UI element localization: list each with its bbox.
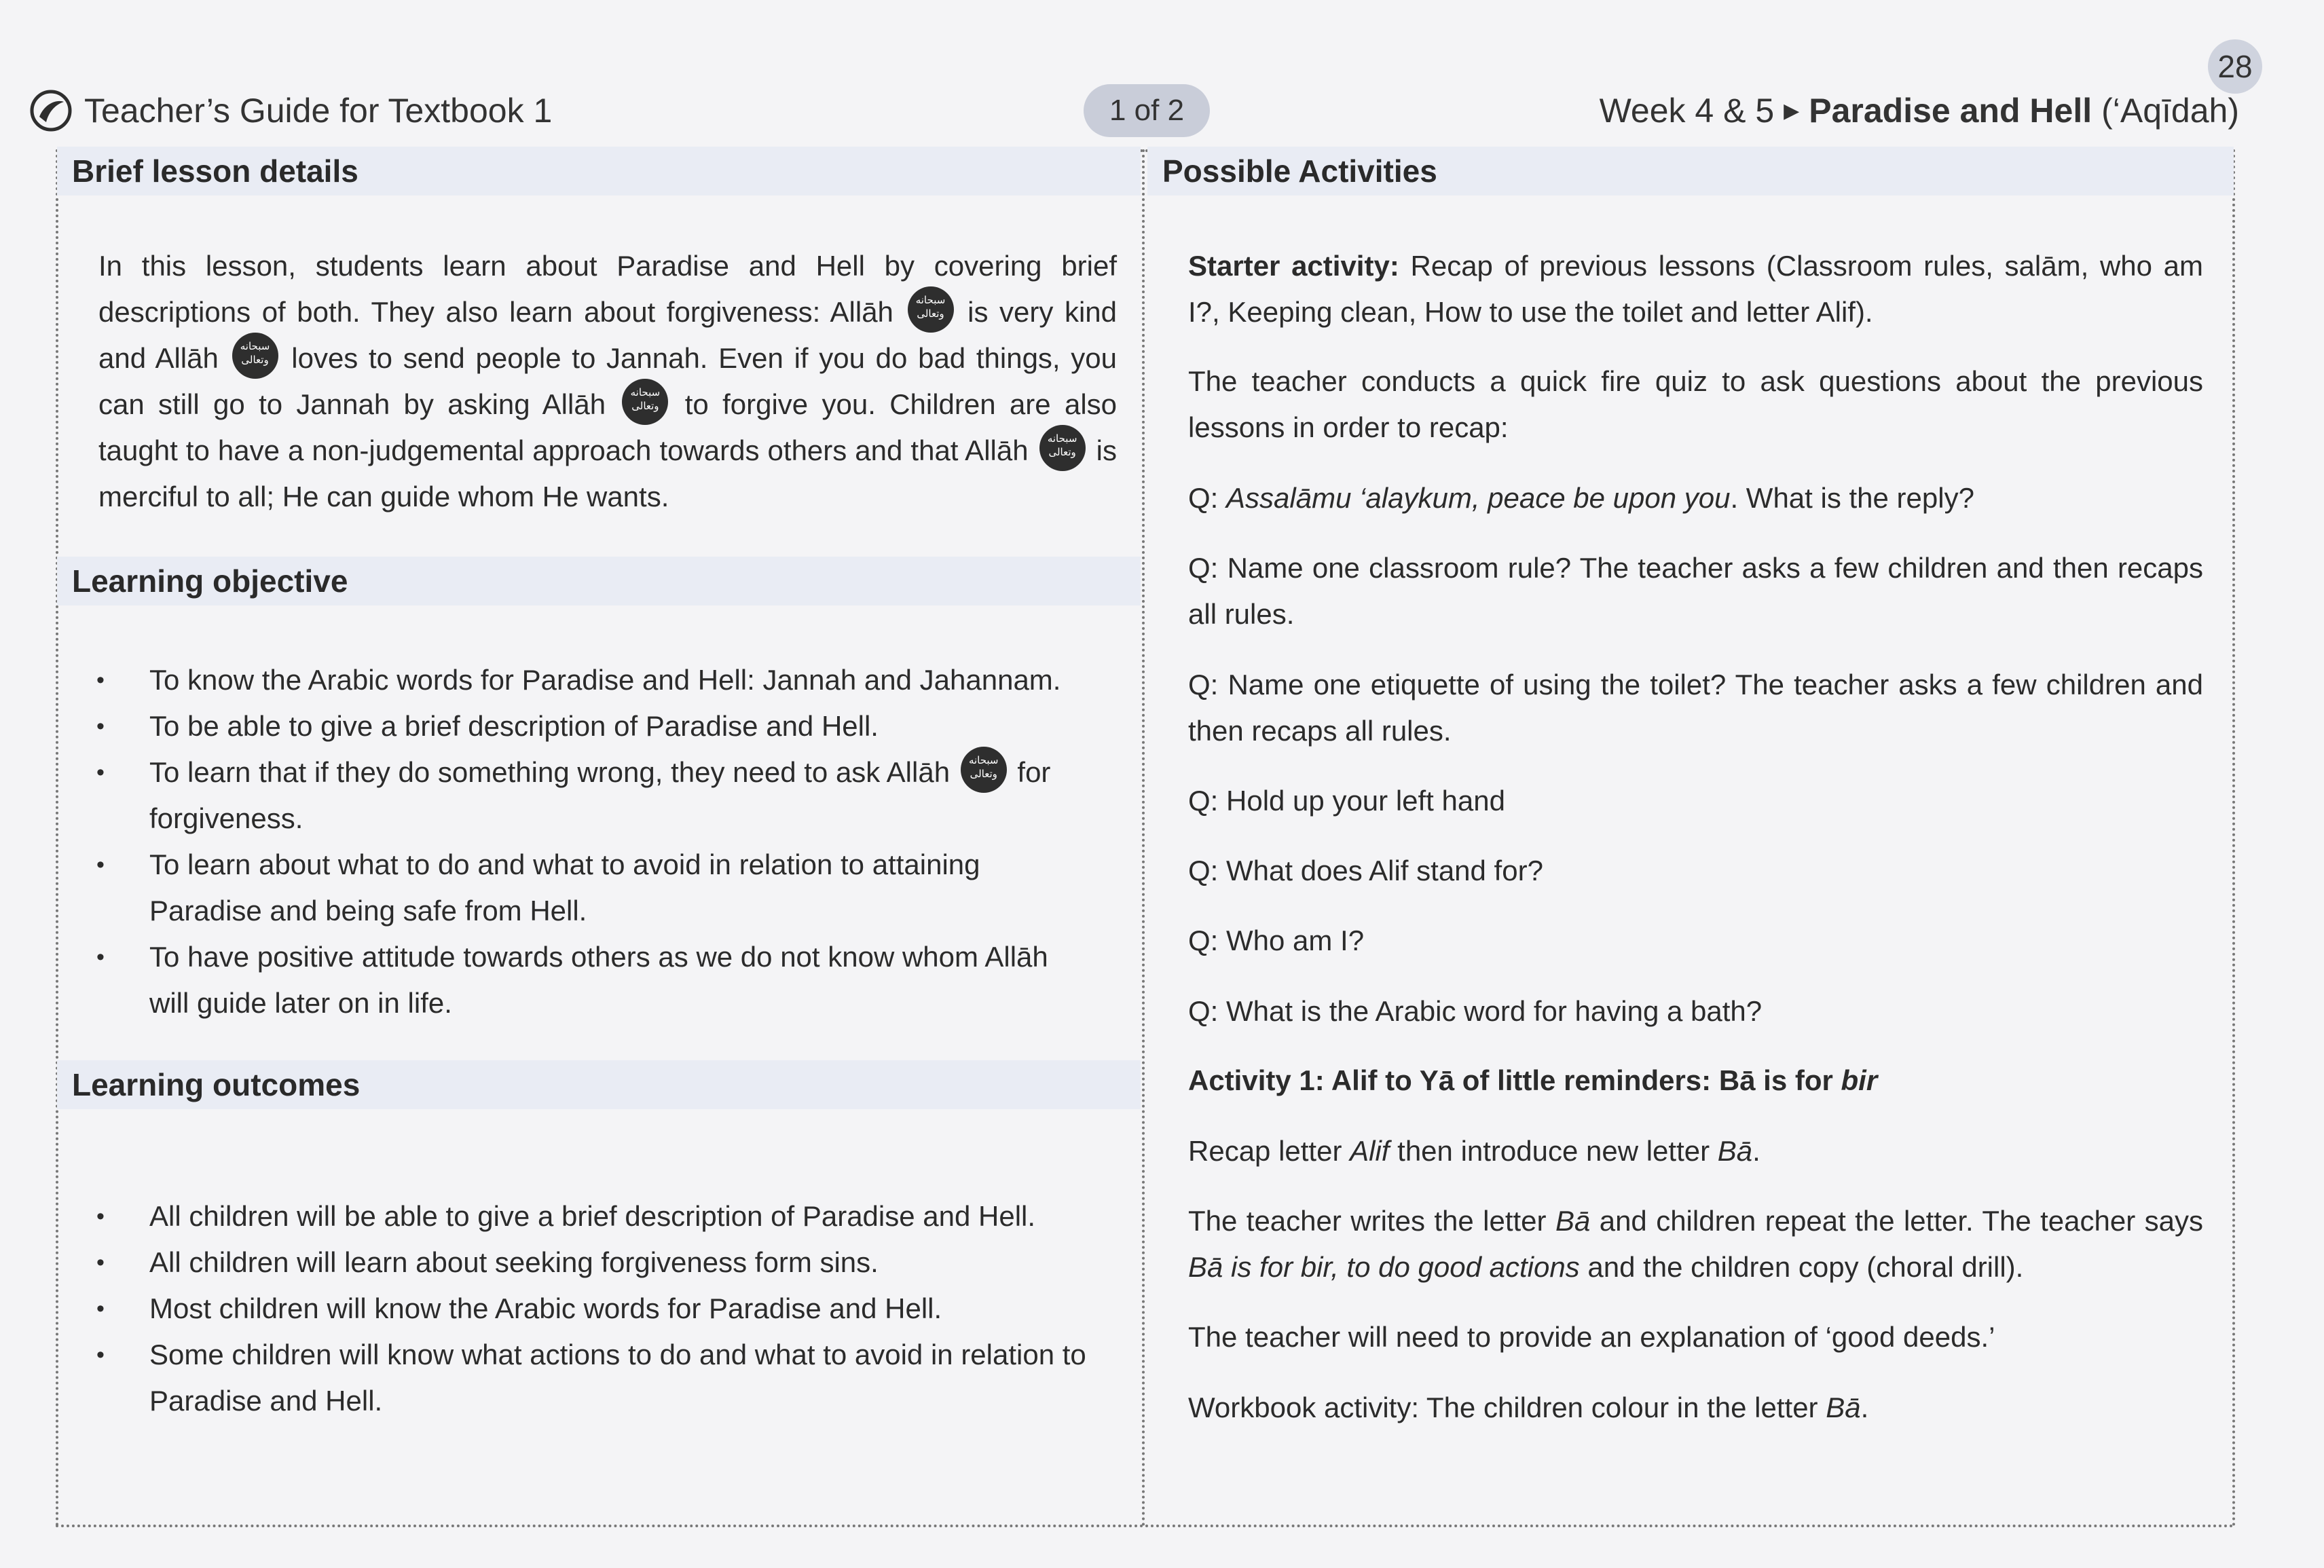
section-heading-brief: Brief lesson details [57, 147, 1141, 195]
topic-title: Paradise and Hell [1809, 92, 2092, 130]
brief-lesson-text [98, 243, 1117, 520]
guide-header [30, 87, 552, 134]
section-heading-objective: Learning objective [57, 557, 1141, 605]
list-item: • To learn that if they do something wrong, they need to ask Allāh سبحانه وتعالى for forgiveness. [95, 749, 1093, 842]
brief-text-1: In this lesson, students learn about Paradise and Hell by covering brief descriptions of both. They also learn about forgiveness: Allāh [98, 250, 1117, 328]
brief-text-4: to forgive you. Children are also taught to have a non-judgemental approach towards others and that Allāh [98, 388, 1118, 466]
chevron-right-icon: ▶ [1784, 99, 1800, 122]
column-divider [1142, 149, 1145, 1527]
quiz-intro: The teacher conducts a quick fire quiz to ask questions about the previous lessons in order to recap: [1188, 365, 2203, 443]
objective-list [95, 657, 1093, 1026]
quiz-question-1: Q: Assalāmu ‘alaykum, peace be upon you. What is the reply? [1188, 482, 1974, 514]
week-label: Week 4 & 5 [1599, 92, 1775, 130]
list-item: • To learn about what to do and what to avoid in relation to attaining Paradise and being safe from Hell. [95, 842, 1093, 934]
outcomes-list [95, 1193, 1093, 1424]
topic-category: (‘Aqīdah) [2101, 92, 2239, 130]
list-item: • To have positive attitude towards others as we do not know whom Allāh will guide later on in life. [95, 934, 1093, 1026]
list-item: • Most children will know the Arabic words for Paradise and Hell. [95, 1286, 1093, 1332]
list-item: • All children will learn about seeking forgiveness form sins. [95, 1239, 1093, 1286]
list-item: • To be able to give a brief description of Paradise and Hell. [95, 703, 1093, 749]
quiz-question-2: Q: Name one classroom rule? The teacher asks a few children and then recaps all rules. [1188, 552, 2203, 630]
guide-title: Teacher’s Guide for Textbook 1 [84, 92, 553, 130]
activity-writing: The teacher writes the letter Bā and children repeat the letter. The teacher says Bā is for bir, to do good actions and the children copy (choral drill). [1188, 1205, 2203, 1283]
list-item: • To know the Arabic words for Paradise and Hell: Jannah and Jahannam. [95, 657, 1093, 703]
subhanahu-wa-taala-icon: سبحانه وتعالى [622, 379, 668, 425]
page-number: 28 [2208, 39, 2262, 94]
brief-text-5: is merciful to all; He can guide whom He wants. [98, 434, 1118, 512]
lesson-breadcrumb [1600, 87, 2239, 134]
workbook-activity: Workbook activity: The children colour in the letter Bā. [1188, 1392, 1869, 1423]
section-heading-activities: Possible Activities [1147, 147, 2234, 195]
subhanahu-wa-taala-icon: سبحانه وتعالى [961, 747, 1007, 793]
brief-text-3: loves to send people to Jannah. Even if you do bad things, you can still go to Jannah by asking Allāh [98, 342, 1118, 420]
activity-1-heading: Activity 1: Alif to Yā of little reminders: Bā is for bir [1188, 1064, 1878, 1096]
quiz-question-3: Q: Name one etiquette of using the toilet? The teacher asks a few children and then recaps all rules. [1188, 669, 2203, 747]
page-indicator: 1 of 2 [1084, 84, 1210, 137]
starter-activity: Starter activity: Recap of previous lessons (Classroom rules, salām, who am I?, Keeping clean, How to use the toilet and letter Alif). [1188, 250, 2204, 328]
activity-explanation: The teacher will need to provide an explanation of ‘good deeds.’ [1188, 1321, 1995, 1353]
quiz-question-5: Q: What does Alif stand for? [1188, 855, 1543, 886]
activity-recap: Recap letter Alif then introduce new letter Bā. [1188, 1135, 1760, 1167]
quiz-question-6: Q: Who am I? [1188, 925, 1365, 956]
circle-swoosh-logo [30, 90, 72, 132]
subhanahu-wa-taala-icon: سبحانه وتعالى [908, 286, 954, 333]
subhanahu-wa-taala-icon: سبحانه وتعالى [1039, 425, 1086, 471]
section-heading-outcomes: Learning outcomes [57, 1060, 1141, 1109]
brief-text-2: is very kind and Allāh [98, 296, 1118, 374]
list-item: • Some children will know what actions to do and what to avoid in relation to Paradise and Hell. [95, 1332, 1093, 1424]
quiz-question-4: Q: Hold up your left hand [1188, 785, 1505, 817]
list-item: • All children will be able to give a brief description of Paradise and Hell. [95, 1193, 1093, 1239]
quiz-question-7: Q: What is the Arabic word for having a bath? [1188, 995, 1763, 1027]
subhanahu-wa-taala-icon: سبحانه وتعالى [232, 333, 278, 379]
